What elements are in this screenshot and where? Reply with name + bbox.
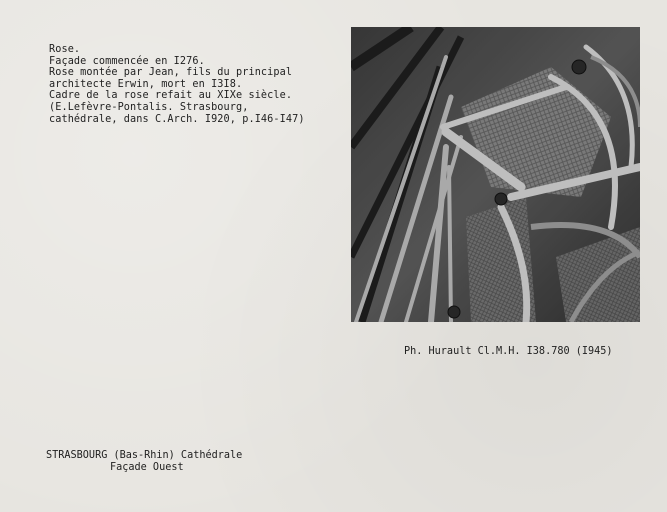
note-line: Rose montée par Jean, fils du principal [49, 67, 293, 79]
note-line: Rose. [49, 44, 81, 55]
rose-window-photo [351, 27, 640, 322]
note-line: architecte Erwin, mort en I3I8. [49, 78, 243, 90]
location-facade: Façade Ouest [110, 462, 184, 473]
location-label [46, 450, 242, 474]
note-line: (E.Lefèvre-Pontalis. Strasbourg, [49, 101, 249, 113]
note-line: cathédrale, dans C.Arch. I920, p.I46-I47) [49, 113, 305, 125]
photo-credit: Ph. Hurault Cl.M.H. I38.780 (I945) [404, 346, 613, 357]
note-line: Cadre de la rose refait au XIXe siècle. [49, 90, 293, 102]
description-notes [49, 44, 349, 125]
note-line: Façade commencée en I276. [49, 55, 205, 67]
location-city: STRASBOURG (Bas-Rhin) Cathédrale [46, 450, 243, 461]
